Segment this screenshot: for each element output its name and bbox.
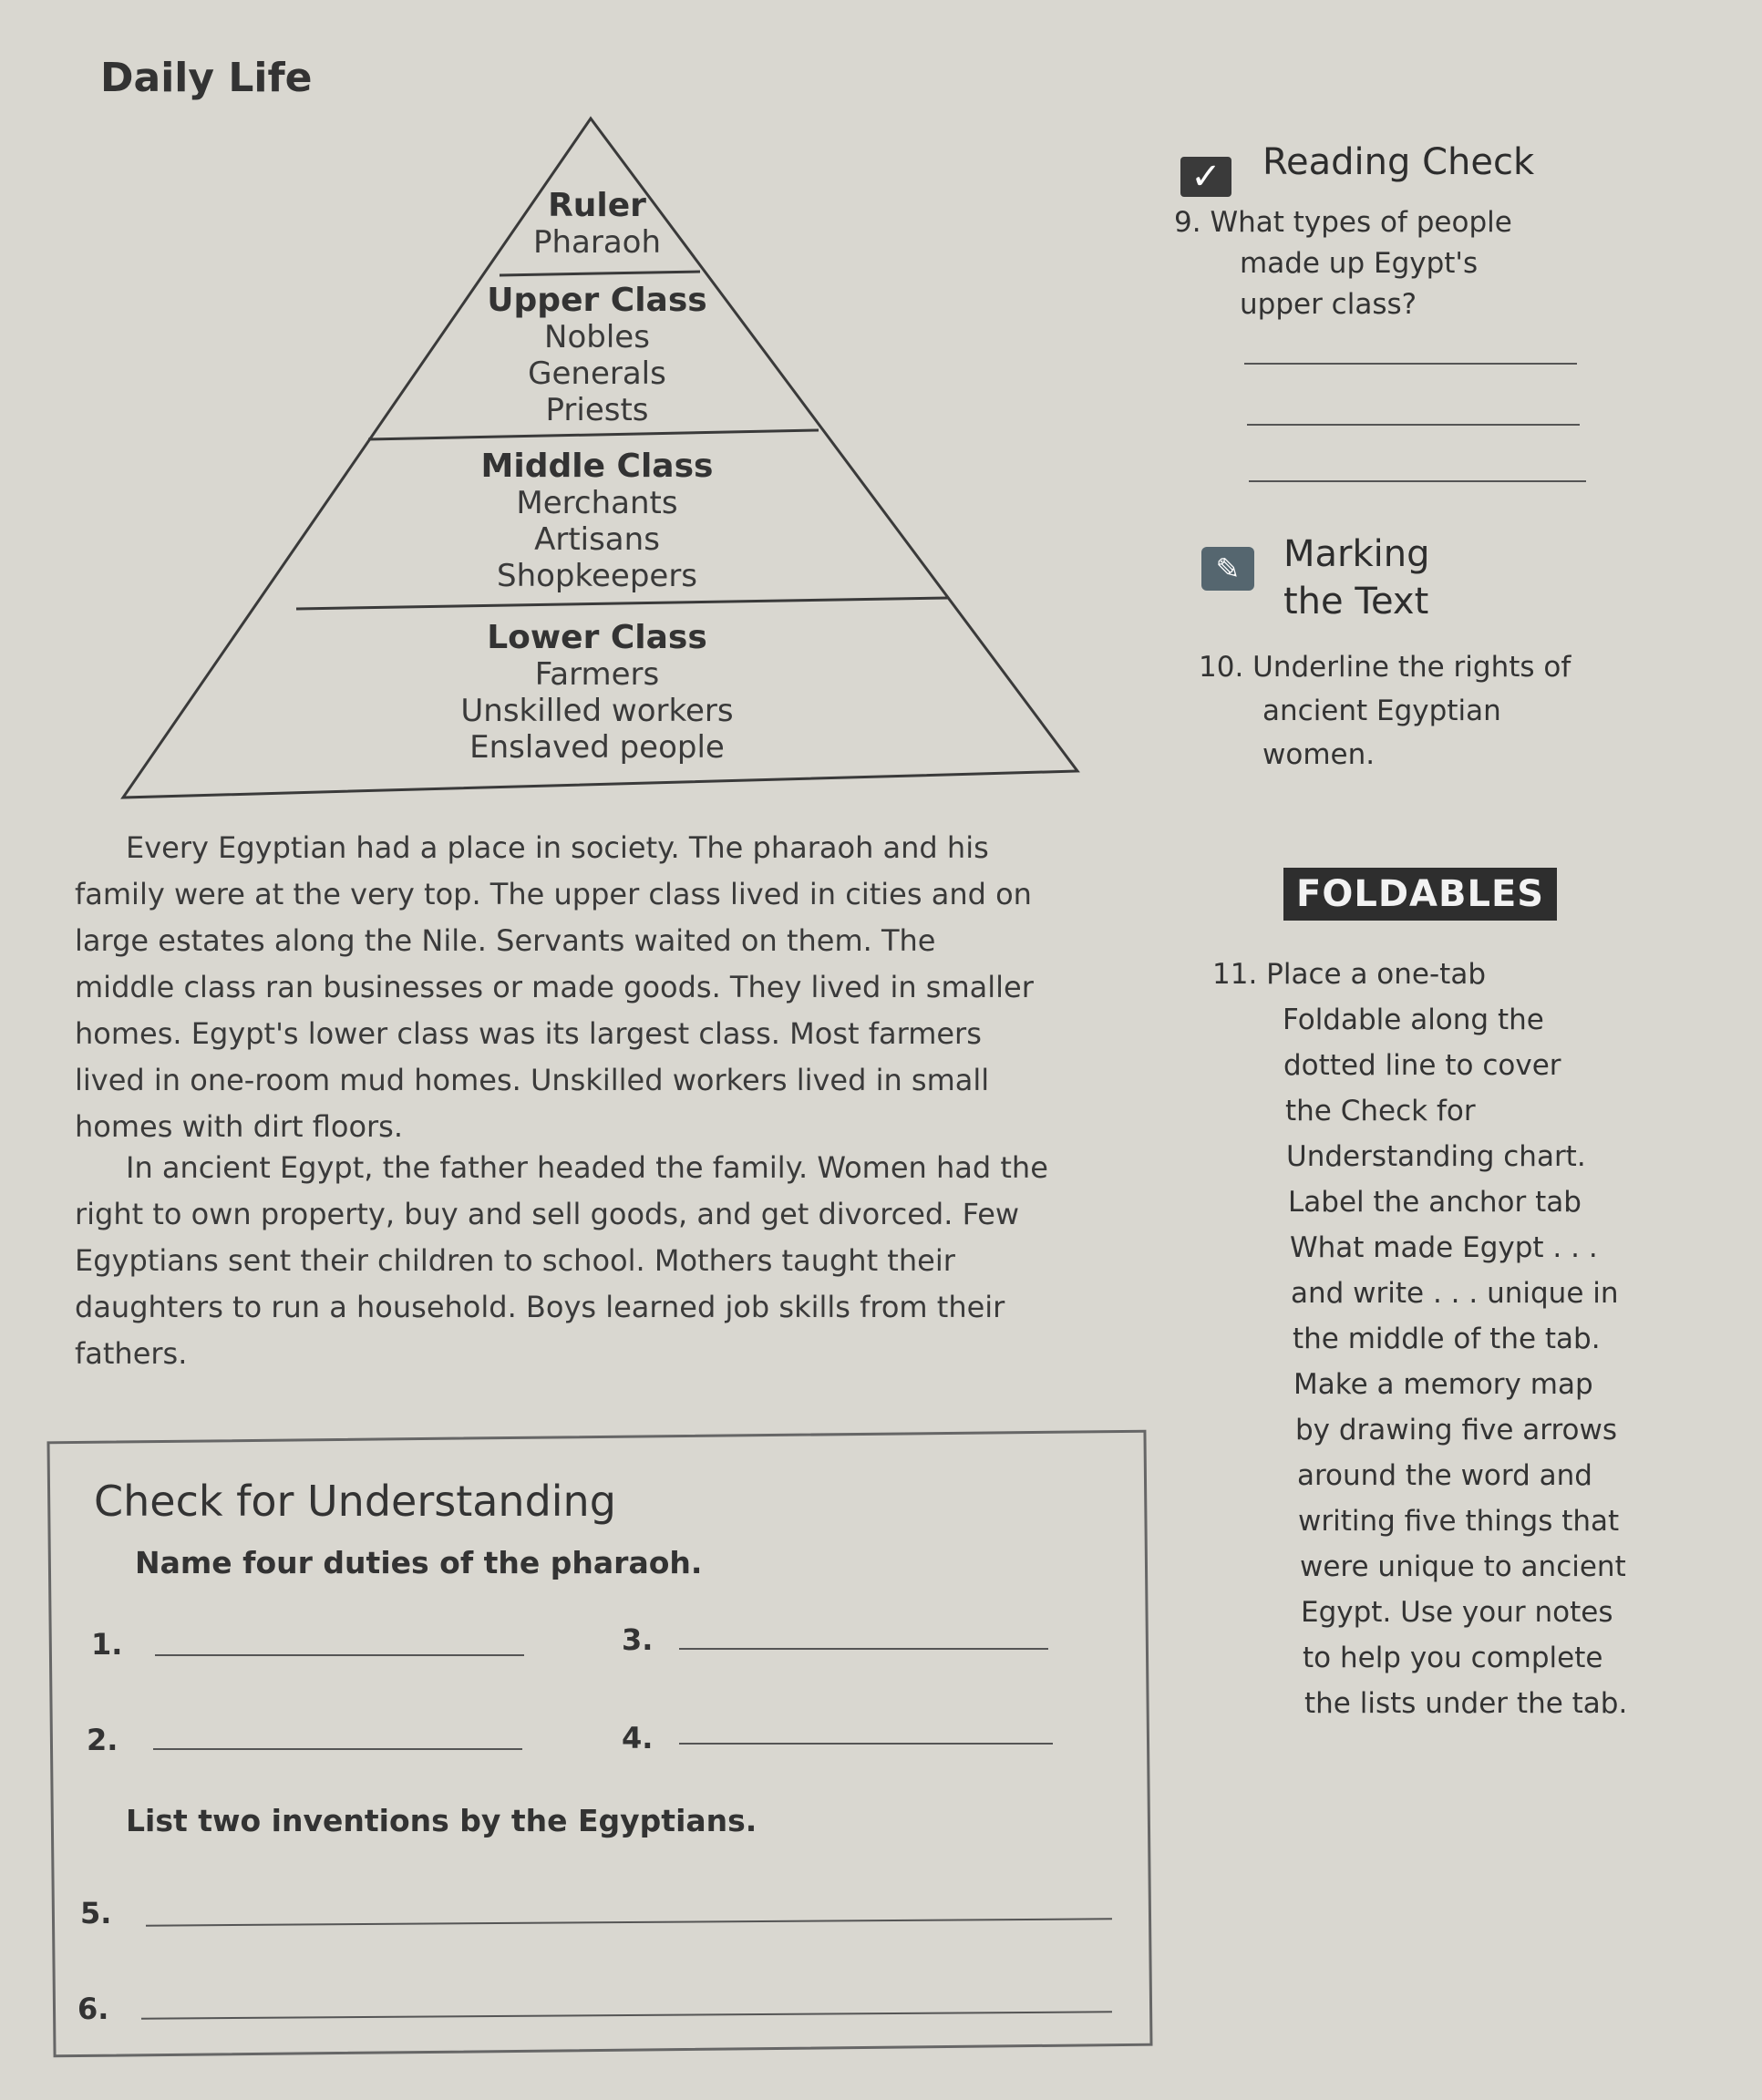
instruction-line: Underline the rights of (1252, 651, 1571, 684)
item-number: 2. (87, 1723, 118, 1757)
marker-icon: ✎ (1201, 547, 1254, 591)
instruction-line: Understanding chart. (1286, 1140, 1586, 1173)
marking-text-heading-line: the Text (1283, 581, 1429, 623)
question-number: 11. (1212, 958, 1258, 991)
answer-line[interactable] (1247, 424, 1580, 426)
tier-item: Unskilled workers (460, 693, 734, 729)
marking-text-instruction (1199, 645, 1571, 689)
answer-line-1[interactable] (155, 1654, 524, 1656)
instruction-line: ancient Egyptian (1262, 695, 1501, 727)
instruction-line: and write . . . unique in (1291, 1277, 1619, 1310)
instruction-line: the middle of the tab. (1293, 1323, 1601, 1355)
tier-item: Priests (545, 392, 649, 428)
paragraph-line: fathers. (75, 1336, 188, 1371)
paragraph-line: homes. Egypt's lower class was its largest class. Most farmers (75, 1016, 982, 1051)
instruction-line: women. (1262, 738, 1376, 771)
checkmark-icon: ✓ (1180, 157, 1231, 197)
foldables-logo: FOLDABLES (1283, 868, 1557, 921)
tier-heading: Upper Class (487, 282, 707, 319)
tier-heading: Ruler (548, 187, 646, 224)
item-number: 1. (91, 1627, 123, 1662)
question-duties: Name four duties of the pharaoh. (135, 1545, 703, 1580)
answer-line[interactable] (1249, 480, 1586, 482)
pyramid-tier-ruler (342, 188, 852, 261)
question-inventions: List two inventions by the Egyptians. (126, 1803, 757, 1838)
reading-check-heading: Reading Check (1262, 141, 1535, 183)
tier-item: Shopkeepers (496, 558, 698, 594)
paragraph-line: daughters to run a household. Boys learned job skills from their (75, 1290, 1005, 1324)
instruction-line: the Check for (1285, 1095, 1476, 1127)
item-number: 4. (622, 1721, 654, 1755)
paragraph-line: homes with dirt floors. (75, 1109, 404, 1144)
check-for-understanding-title: Check for Understanding (94, 1477, 616, 1526)
reading-check-question (1174, 201, 1512, 244)
tier-heading: Middle Class (480, 448, 714, 485)
instruction-line: to help you complete (1303, 1642, 1603, 1674)
answer-line-3[interactable] (679, 1648, 1048, 1650)
paragraph-line: large estates along the Nile. Servants waited on them. The (75, 923, 936, 958)
question-line: What types of people (1210, 206, 1512, 239)
pyramid-tier-middle-class (342, 448, 852, 594)
tier-heading: Lower Class (487, 619, 707, 656)
tier-item: Pharaoh (532, 224, 662, 261)
paragraph-line: Every Egyptian had a place in society. The pharaoh and his (126, 830, 989, 865)
item-number: 3. (622, 1622, 654, 1657)
foldables-instruction (1212, 952, 1486, 996)
paragraph-line: family were at the very top. The upper class lived in cities and on (75, 877, 1032, 911)
instruction-line: Egypt. Use your notes (1301, 1596, 1613, 1629)
instruction-line: Make a memory map (1293, 1368, 1593, 1401)
pyramid-tier-lower-class (342, 620, 852, 766)
question-number: 9. (1174, 206, 1201, 239)
instruction-line: were unique to ancient (1300, 1550, 1626, 1583)
item-number: 6. (77, 1992, 109, 2026)
instruction-line: writing five things that (1298, 1505, 1620, 1538)
answer-line-4[interactable] (679, 1743, 1053, 1745)
paragraph-line: lived in one-room mud homes. Unskilled workers lived in small (75, 1063, 990, 1097)
body-paragraph-2 (75, 1145, 1141, 1377)
question-line: made up Egypt's (1240, 247, 1479, 280)
paragraph-line: In ancient Egypt, the father headed the family. Women had the (126, 1150, 1048, 1185)
question-number: 10. (1199, 651, 1244, 684)
page-title: Daily Life (100, 55, 313, 101)
instruction-line: Foldable along the (1283, 1004, 1544, 1036)
paragraph-line: right to own property, buy and sell goods, and get divorced. Few (75, 1197, 1020, 1231)
question-line: upper class? (1240, 288, 1417, 321)
tier-item: Generals (528, 355, 666, 392)
paragraph-line: Egyptians sent their children to school. Mothers taught their (75, 1243, 955, 1278)
tier-item: Nobles (544, 319, 650, 355)
tier-item: Merchants (516, 485, 678, 521)
instruction-line: Place a one-tab (1266, 958, 1486, 991)
marking-text-heading-line: Marking (1283, 533, 1430, 575)
instruction-line: the lists under the tab. (1304, 1687, 1628, 1720)
tier-item: Farmers (534, 656, 660, 693)
instruction-line: around the word and (1297, 1459, 1592, 1492)
answer-line[interactable] (1244, 363, 1577, 365)
item-number: 5. (80, 1896, 112, 1930)
instruction-line: dotted line to cover (1283, 1049, 1561, 1082)
answer-line-2[interactable] (153, 1748, 522, 1750)
tier-item: Artisans (534, 521, 660, 558)
tier-item: Enslaved people (469, 729, 725, 766)
body-paragraph-1 (75, 825, 1141, 1150)
pyramid-tier-upper-class (342, 283, 852, 428)
instruction-line: Label the anchor tab (1288, 1186, 1582, 1219)
paragraph-line: middle class ran businesses or made goods. They lived in smaller (75, 970, 1034, 1004)
instruction-line: What made Egypt . . . (1290, 1231, 1598, 1264)
instruction-line: by drawing five arrows (1295, 1414, 1617, 1446)
